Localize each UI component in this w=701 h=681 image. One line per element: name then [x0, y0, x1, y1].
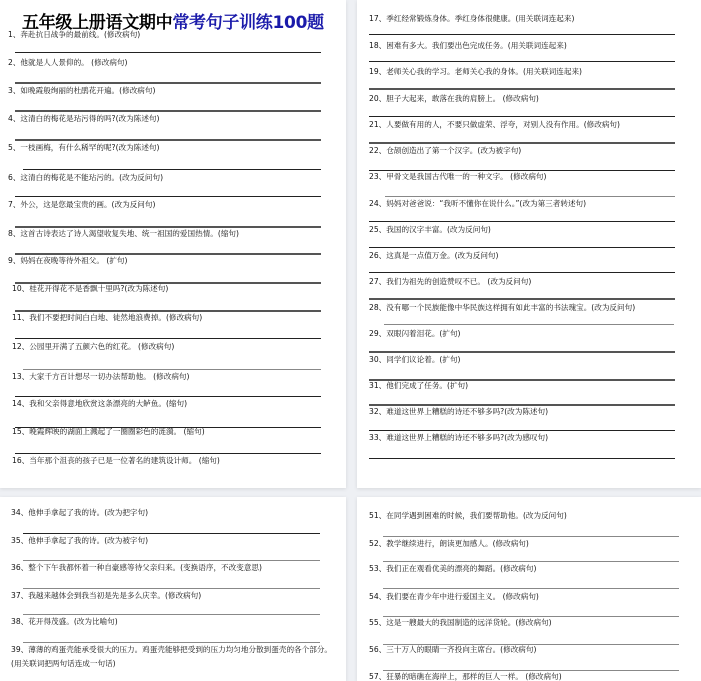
answer-line — [384, 324, 674, 325]
answer-line — [369, 430, 675, 431]
question-52: 52、教学继续进行，朗读更加感人。(修改病句) — [369, 539, 529, 548]
answer-line — [385, 196, 675, 197]
question-36: 36、整个下午我都怀着一种自豪感等待父亲归来。(变换语序，不改变意思) — [11, 563, 262, 572]
answer-line — [15, 110, 321, 112]
question-38: 38、花开得茂盛。(改为比喻句) — [11, 617, 118, 626]
answer-line — [369, 61, 675, 62]
answer-line — [369, 116, 675, 117]
question-8: 8、这首古诗表达了诗人渴望收复失地、统一祖国的爱国热情。(缩句) — [8, 229, 239, 238]
question-51: 51、在同学遇到困难的时候，我们要帮助他。(改为反问句) — [369, 511, 567, 520]
question-12: 12、公园里开满了五颜六色的红花。 (修改病句) — [12, 342, 175, 351]
question-39: 39、薄薄的鸡蛋壳能承受很大的压力。鸡蛋壳能够把受到的压力均匀地分散到蛋壳的各个部分。(用关联词把两句话连成一句话) — [11, 645, 333, 668]
question-34: 34、他伸手拿起了我的诗。(改为把字句) — [11, 508, 149, 517]
page-3 — [0, 497, 346, 681]
answer-line — [369, 272, 675, 273]
question-20: 20、胆子大起来，敢落在我的肩膀上。 (修改病句) — [369, 94, 539, 103]
answer-line — [369, 221, 675, 222]
question-4: 4、这清白的梅花是玷污得的吗?(改为陈述句) — [8, 114, 160, 123]
question-17: 17、季红经常锻炼身体。季红身体很健康。(用关联词连起来) — [369, 14, 575, 23]
answer-line — [383, 670, 679, 671]
question-10: 10、桂花开得花不是香飘十里吗?(改为陈述句) — [12, 284, 169, 293]
answer-line — [15, 396, 321, 397]
question-7: 7、外公，这是您最宝贵的画。(改为反问句) — [8, 200, 156, 209]
title-blue-part: 常考句子训练100题 — [172, 13, 324, 33]
question-6: 6、这清白的梅花是不能玷污的。(改为反问句) — [8, 173, 164, 182]
answer-line — [23, 560, 320, 561]
title-black-part: 五年级上册语文期中 — [22, 13, 173, 33]
answer-line — [15, 453, 321, 454]
answer-line — [23, 614, 320, 615]
answer-line — [23, 588, 320, 589]
question-33: 33、难道这世界上糟糕的诗还不够多吗?(改为感叹句) — [369, 433, 549, 442]
question-30: 30、同学们议论着。(扩句) — [369, 355, 461, 364]
answer-line — [23, 533, 320, 534]
question-55: 55、这是一艘最大的我国制造的远洋货轮。(修改病句) — [369, 618, 552, 627]
question-54: 54、我们要在青少年中进行爱国主义。 (修改病句) — [369, 592, 539, 601]
question-15: 15、晚霞辉映的湖面上溅起了一圈圈彩色的涟漪。 (缩句) — [12, 427, 205, 436]
answer-line — [369, 88, 675, 90]
question-14: 14、我和父亲得意地欣赏这条漂亮的大鲈鱼。(缩句) — [12, 399, 188, 408]
question-25: 25、我国的汉字丰富。(改为反问句) — [369, 225, 491, 234]
question-18: 18、困难有多大。我们要出色完成任务。(用关联词连起来) — [369, 41, 567, 50]
question-19: 19、老师关心我的学习。老师关心我的身体。(用关联词连起来) — [369, 67, 583, 76]
answer-line — [369, 247, 675, 248]
question-9: 9、妈妈在夜晚等待外祖父。 (扩句) — [8, 256, 128, 265]
question-28: 28、没有哪一个民族能像中华民族这样拥有如此丰富的书法瑰宝。(改为反问句) — [369, 303, 636, 312]
question-2: 2、他就是人人景仰的。 (修改病句) — [8, 58, 128, 67]
answer-line — [369, 142, 675, 144]
page-4 — [357, 497, 701, 681]
answer-line — [369, 404, 675, 406]
answer-line — [383, 536, 679, 537]
answer-line — [15, 226, 321, 228]
answer-line — [15, 253, 321, 255]
question-37: 37、我越来越体会到我当初是先是多么庆幸。(修改病句) — [11, 591, 202, 600]
question-53: 53、我们正在观看优美的漂亮的舞蹈。(修改病句) — [369, 564, 537, 573]
page-1 — [0, 0, 346, 488]
answer-line — [369, 351, 675, 353]
question-23: 23、甲骨文是我国古代唯一的一种文字。 (修改病句) — [369, 172, 547, 181]
answer-line — [369, 170, 675, 171]
answer-line — [15, 82, 321, 84]
question-35: 35、他伸手拿起了我的诗。(改为被字句) — [11, 536, 149, 545]
question-1: 1、奔赴抗日战争的最前线。(修改病句) — [8, 30, 141, 39]
question-13: 13、大家千方百计想尽一切办法帮助他。 (修改病句) — [12, 372, 190, 381]
answer-line — [369, 458, 675, 459]
answer-line — [383, 588, 679, 589]
answer-line — [383, 561, 679, 562]
page-2 — [357, 0, 701, 488]
answer-line — [383, 616, 679, 617]
question-31: 31、他们完成了任务。(扩句) — [369, 381, 469, 390]
question-29: 29、双眼闪着泪花。(扩句) — [369, 329, 461, 338]
question-26: 26、这真是一点值万金。(改为反问句) — [369, 251, 499, 260]
question-16: 16、当年那个沮丧的孩子已是一位著名的建筑设计师。 (缩句) — [12, 456, 220, 465]
answer-line — [15, 338, 321, 339]
question-24: 24、妈妈对爸爸说：“我听不懂你在说什么。”(改为第三者转述句) — [369, 199, 587, 208]
answer-line — [15, 52, 321, 53]
question-5: 5、一枝画梅，有什么稀罕的呢?(改为陈述句) — [8, 143, 160, 152]
answer-line — [369, 298, 675, 300]
answer-line — [15, 139, 321, 141]
answer-line — [369, 34, 675, 35]
question-22: 22、仓颉创造出了第一个汉字。(改为被字句) — [369, 146, 522, 155]
question-11: 11、我们不要把时间白白地、徒然地浪费掉。(修改病句) — [12, 313, 203, 322]
question-32: 32、难道这世界上糟糕的诗还不够多吗?(改为陈述句) — [369, 407, 549, 416]
question-27: 27、我们为祖先的创造赞叹不已。 (改为反问句) — [369, 277, 532, 286]
question-21: 21、人要做有用的人，不要只做虚荣、浮夸，对别人没有作用。(修改病句) — [369, 120, 620, 129]
question-56: 56、三十万人的眼睛一齐投向主席台。(修改病句) — [369, 645, 537, 654]
question-3: 3、如晚霞般绚丽的杜鹃花开遍。(修改病句) — [8, 86, 156, 95]
answer-line — [23, 369, 321, 370]
question-57: 57、狂暴的暗礁在海岸上，那样的巨人一样。 (修改病句) — [369, 672, 562, 681]
answer-line — [15, 196, 321, 197]
answer-line — [23, 169, 321, 170]
answer-line — [15, 310, 321, 312]
